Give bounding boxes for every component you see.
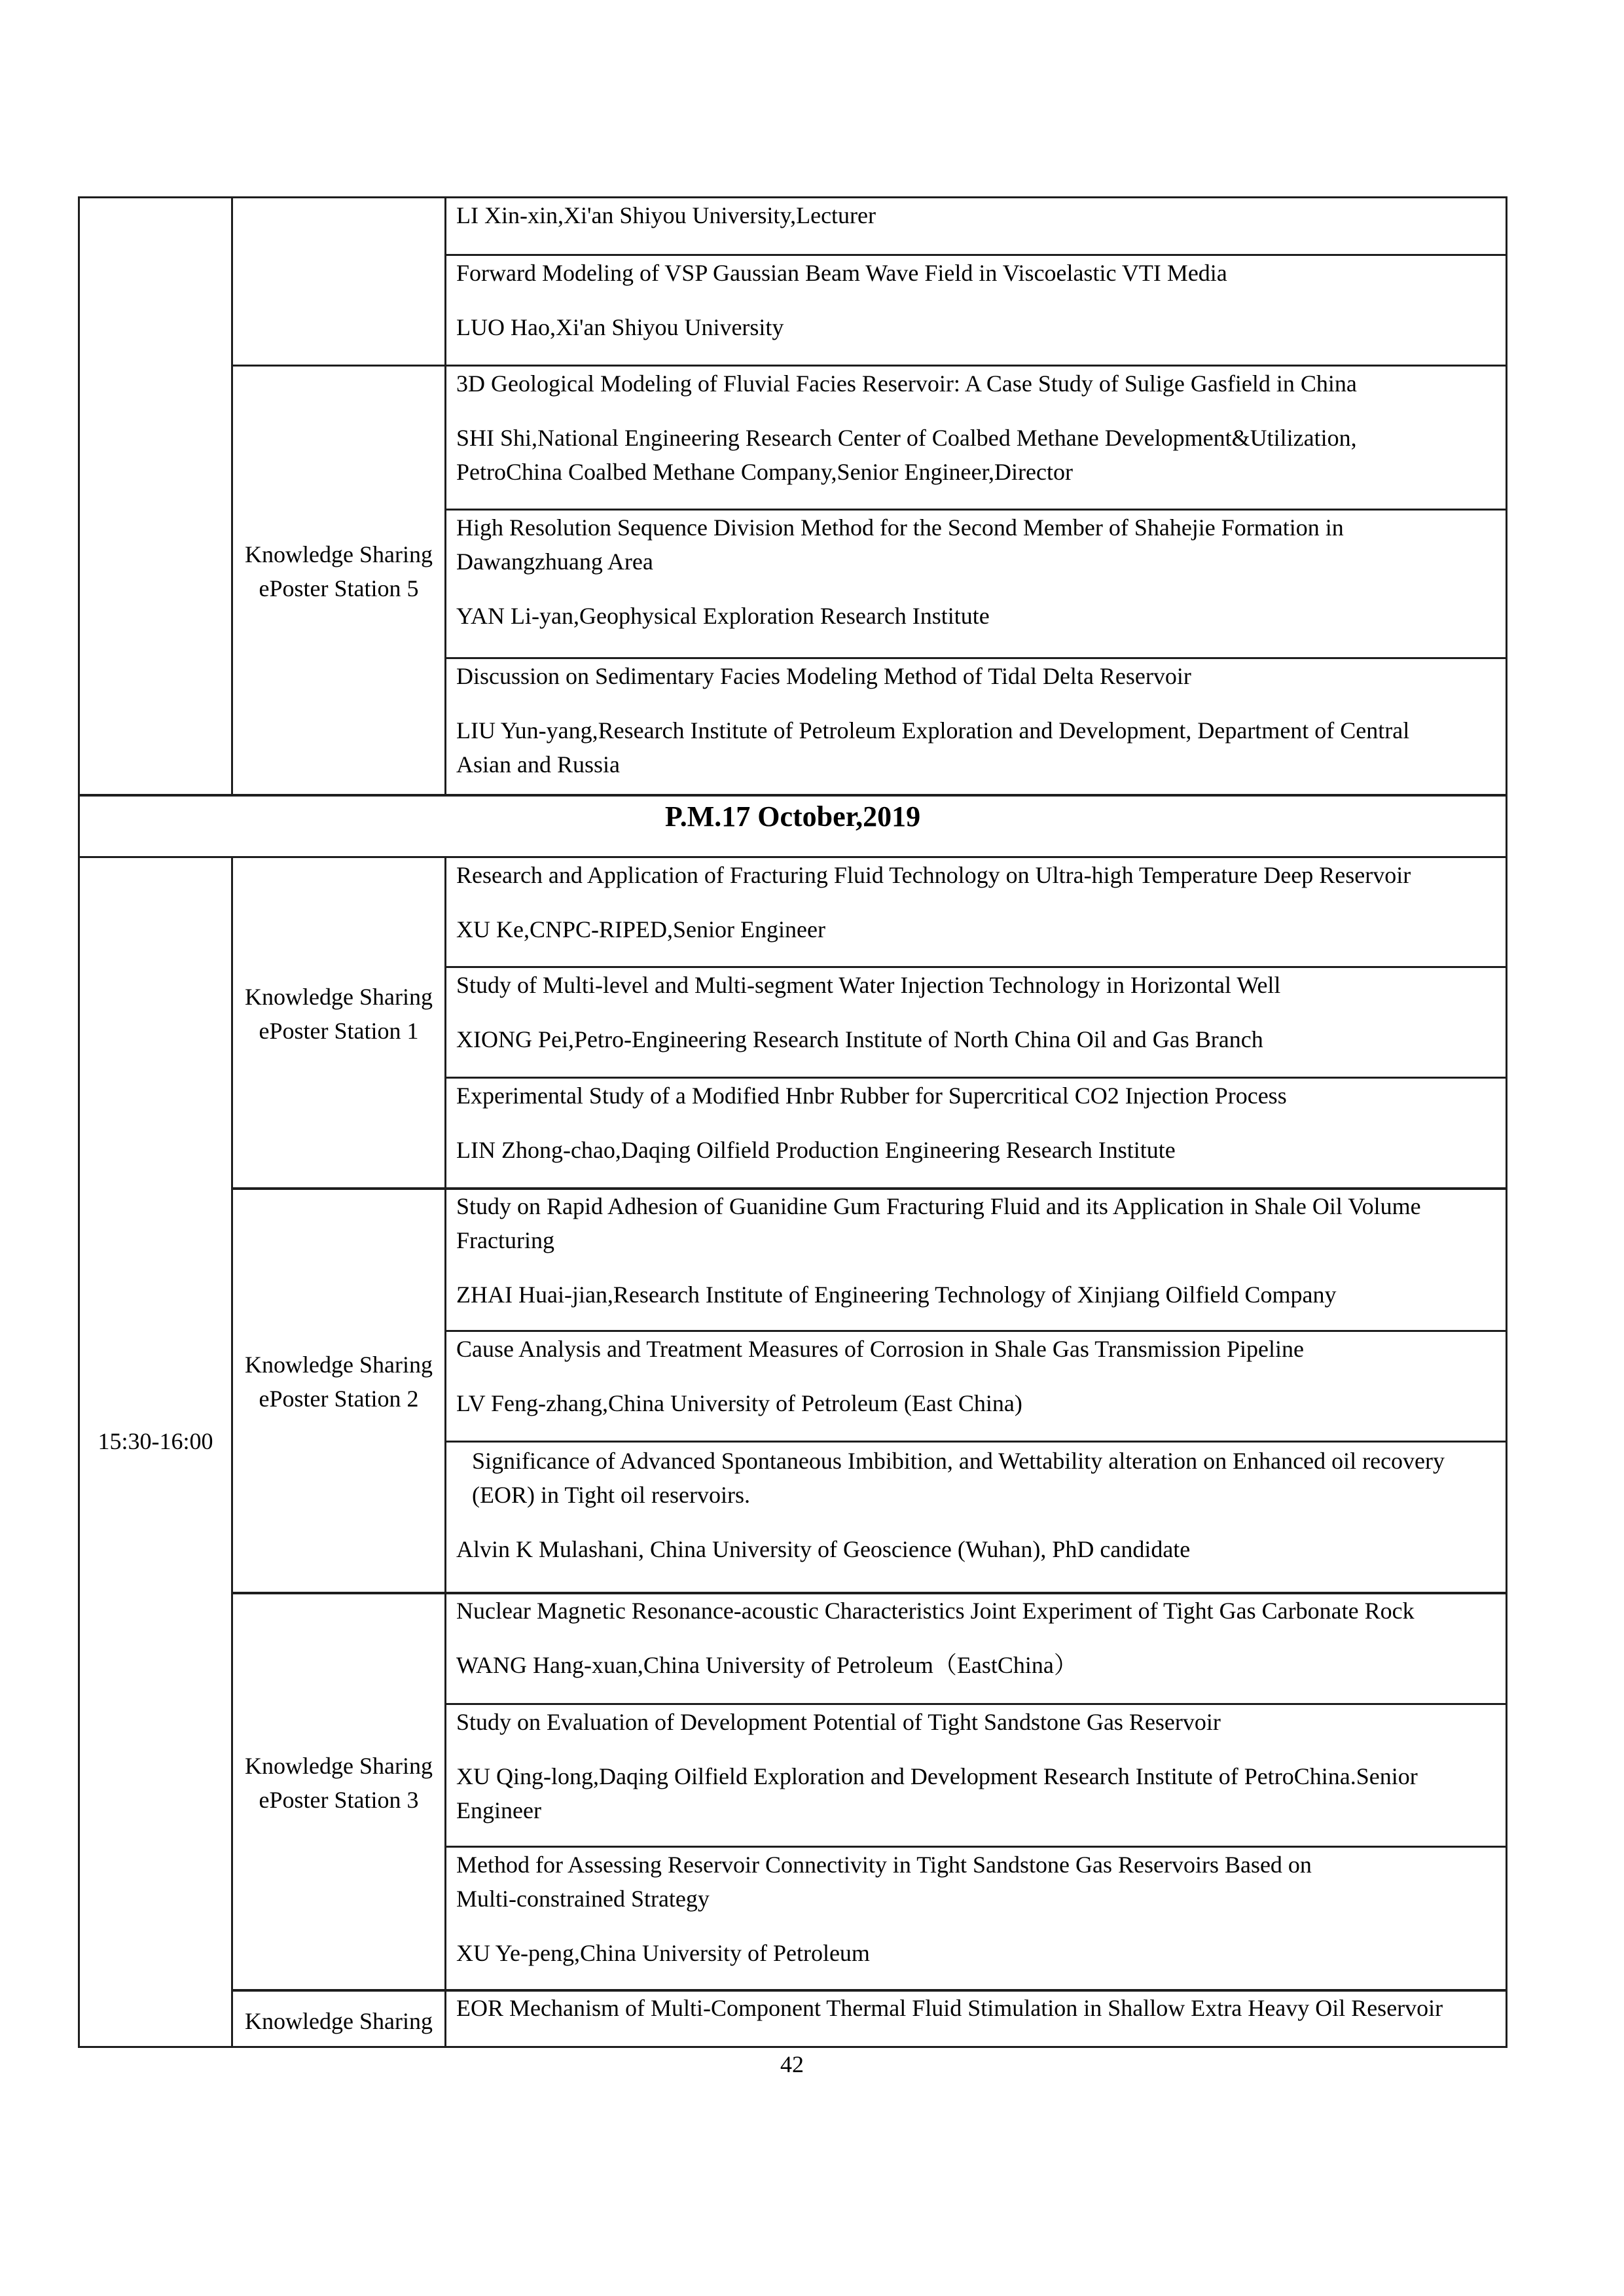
time-cell-empty bbox=[78, 196, 233, 797]
talk-title: Forward Modeling of VSP Gaussian Beam Wave Field in Viscoelastic VTI Media bbox=[456, 260, 1227, 286]
station-label: Knowledge Sharing ePoster Station 1 bbox=[245, 984, 433, 1044]
station-label: Knowledge Sharing ePoster Station 3 bbox=[245, 1752, 433, 1813]
station-cell-1 bbox=[231, 856, 446, 1190]
talk-cell bbox=[444, 1989, 1507, 2048]
talk-title: 3D Geological Modeling of Fluvial Facies Reservoir: A Case Study of Sulige Gasfield in China bbox=[456, 370, 1357, 397]
talk-cell bbox=[444, 1077, 1507, 1190]
talk-cell bbox=[444, 966, 1507, 1079]
talk-author: XU Ke,CNPC-RIPED,Senior Engineer bbox=[456, 916, 825, 942]
talk-author: WANG Hang-xuan,China University of Petroleum（EastChina） bbox=[456, 1652, 1077, 1678]
time-slot: 15:30-16:00 bbox=[98, 1427, 213, 1454]
talk-title: Significance of Advanced Spontaneous Imbibition, and Wettability alteration on Enhanced oil recovery (EOR) in Tight oil reservoirs. bbox=[472, 1448, 1445, 1508]
talk-cell bbox=[444, 1187, 1507, 1332]
talk-title: Study on Evaluation of Development Potential of Tight Sandstone Gas Reservoir bbox=[456, 1709, 1221, 1735]
station-cell-3 bbox=[231, 1592, 446, 1992]
talk-author: LIN Zhong-chao,Daqing Oilfield Production Engineering Research Institute bbox=[456, 1137, 1176, 1163]
talk-title: EOR Mechanism of Multi-Component Thermal Fluid Stimulation in Shallow Extra Heavy Oil Reservoir bbox=[456, 1995, 1443, 2021]
talk-cell bbox=[444, 1846, 1507, 1992]
talk-title: Study of Multi-level and Multi-segment Water Injection Technology in Horizontal Well bbox=[456, 972, 1281, 998]
talk-author: LI Xin-xin,Xi'an Shiyou University,Lecturer bbox=[456, 202, 876, 228]
time-cell bbox=[78, 856, 233, 2048]
talk-title: Cause Analysis and Treatment Measures of Corrosion in Shale Gas Transmission Pipeline bbox=[456, 1336, 1304, 1362]
talk-cell bbox=[444, 1330, 1507, 1443]
talk-author: Alvin K Mulashani, China University of Geoscience (Wuhan), PhD candidate bbox=[456, 1536, 1191, 1562]
talk-title: Discussion on Sedimentary Facies Modeling Method of Tidal Delta Reservoir bbox=[456, 663, 1191, 689]
station-cell-4 bbox=[231, 1989, 446, 2048]
talk-author: XU Qing-long,Daqing Oilfield Exploration and Development Research Institute of PetroChina.Senior Engineer bbox=[456, 1763, 1418, 1823]
station-label: Knowledge Sharing bbox=[245, 2008, 433, 2034]
station-cell-5 bbox=[231, 365, 446, 797]
talk-title: Method for Assessing Reservoir Connectivity in Tight Sandstone Gas Reservoirs Based on Multi-constrained Strategy bbox=[456, 1852, 1312, 1912]
talk-cell bbox=[444, 856, 1507, 968]
talk-author: LUO Hao,Xi'an Shiyou University bbox=[456, 314, 784, 340]
page-number: 42 bbox=[780, 2051, 804, 2077]
talk-cell bbox=[444, 196, 1507, 256]
talk-cell bbox=[444, 1703, 1507, 1848]
talk-author: XU Ye-peng,China University of Petroleum bbox=[456, 1940, 870, 1966]
talk-author: LV Feng-zhang,China University of Petroleum (East China) bbox=[456, 1390, 1022, 1416]
talk-cell bbox=[444, 254, 1507, 367]
talk-author: SHI Shi,National Engineering Research Center of Coalbed Methane Development&Utilization, PetroChina Coalbed Methane Company,Senior Engineer,Director bbox=[456, 425, 1357, 485]
station-label: Knowledge Sharing ePoster Station 5 bbox=[245, 541, 433, 601]
talk-cell bbox=[444, 365, 1507, 511]
talk-title: Study on Rapid Adhesion of Guanidine Gum Fracturing Fluid and its Application in Shale Oil Volume Fracturing bbox=[456, 1193, 1421, 1253]
talk-title: Nuclear Magnetic Resonance-acoustic Characteristics Joint Experiment of Tight Gas Carbonate Rock bbox=[456, 1598, 1415, 1624]
talk-author: YAN Li-yan,Geophysical Exploration Research Institute bbox=[456, 603, 990, 629]
talk-cell bbox=[444, 1592, 1507, 1705]
talk-cell bbox=[444, 509, 1507, 659]
talk-author: XIONG Pei,Petro-Engineering Research Institute of North China Oil and Gas Branch bbox=[456, 1026, 1263, 1052]
station-cell-continued bbox=[231, 196, 446, 367]
station-cell-2 bbox=[231, 1187, 446, 1594]
session-heading: P.M.17 October,2019 bbox=[664, 800, 921, 833]
talk-cell bbox=[444, 1441, 1507, 1594]
session-heading-row bbox=[78, 794, 1507, 858]
talk-cell bbox=[444, 657, 1507, 797]
talk-title: High Resolution Sequence Division Method for the Second Member of Shahejie Formation in Dawangzhuang Area bbox=[456, 514, 1344, 575]
talk-title: Research and Application of Fracturing Fluid Technology on Ultra-high Temperature Deep Reservoir bbox=[456, 862, 1411, 888]
talk-author: LIU Yun-yang,Research Institute of Petroleum Exploration and Development, Department of Central Asian and Russia bbox=[456, 717, 1410, 778]
talk-author: ZHAI Huai-jian,Research Institute of Engineering Technology of Xinjiang Oilfield Company bbox=[456, 1282, 1337, 1308]
station-label: Knowledge Sharing ePoster Station 2 bbox=[245, 1352, 433, 1412]
talk-title: Experimental Study of a Modified Hnbr Rubber for Supercritical CO2 Injection Process bbox=[456, 1083, 1287, 1109]
